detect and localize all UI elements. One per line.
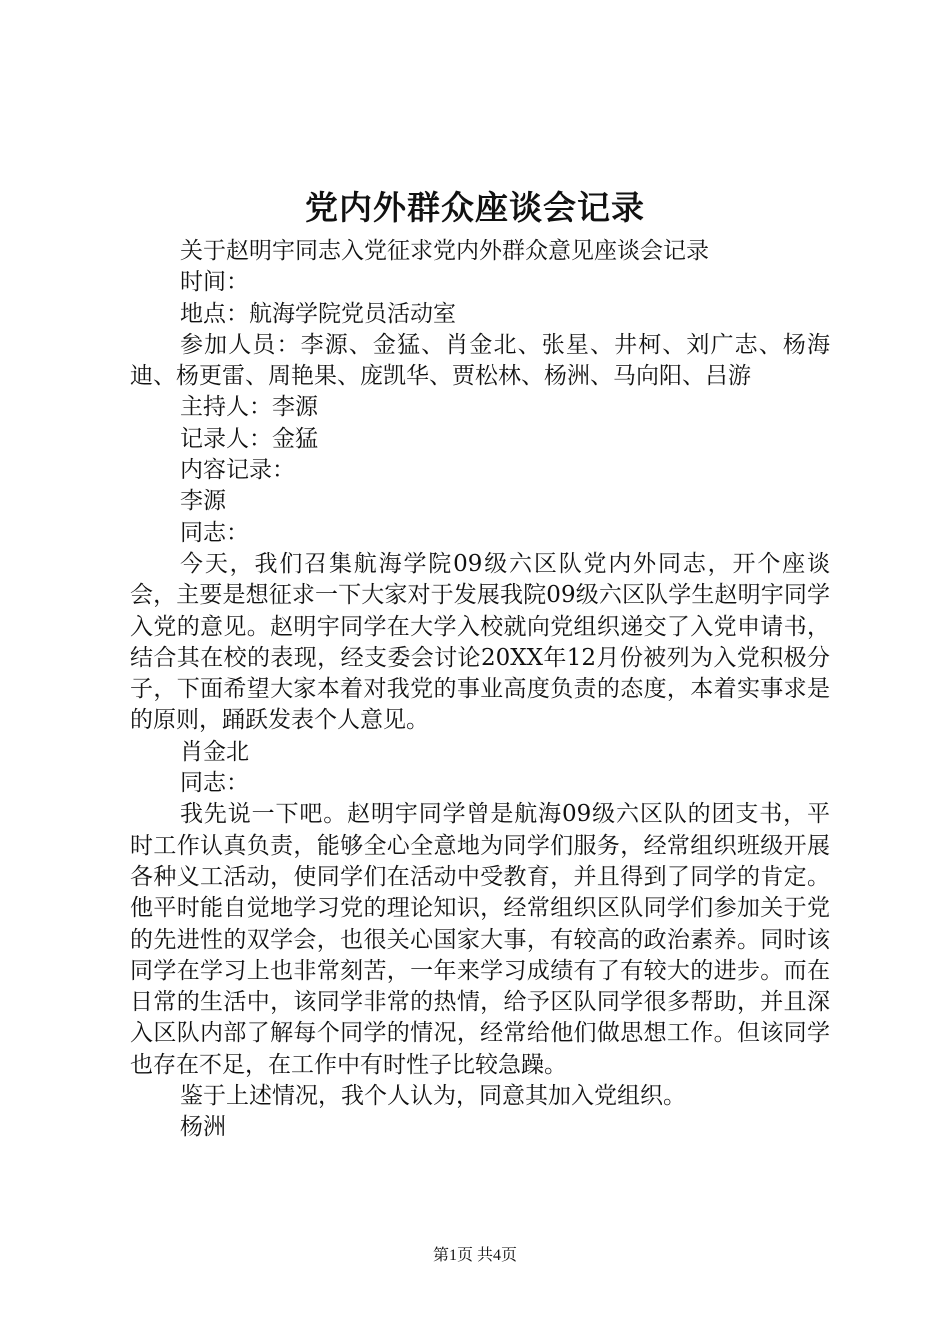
paragraph-host: 主持人：李源 <box>180 394 318 421</box>
paragraph-content-heading: 内容记录： <box>180 457 295 484</box>
document-body <box>130 236 830 1144</box>
page-number-footer: 第1页 共4页 <box>432 1247 517 1264</box>
speaker-name: 李源 <box>180 488 226 515</box>
speaker-name: 肖金北 <box>180 738 249 765</box>
speaker-salutation: 同志： <box>180 770 249 797</box>
paragraph-location: 地点：航海学院党员活动室 <box>180 300 456 327</box>
speech-paragraph: 今天，我们召集航海学院09级六区队党内外同志，开个座谈会，主要是想征求一下大家对于发展我院09级六区队学生赵明宇同学入党的意见。赵明宇同学在大学入校就向党组织递交了入党申请书，结合其在校的表现，经支委会讨论20XX年12月份被列为入党积极分子，下面希望大家本着对我党的事业高度负责的态度，本着实事求是的原则，踊跃发表个人意见。 <box>130 550 830 734</box>
paragraph-time: 时间： <box>180 269 249 296</box>
paragraph-attendees: 参加人员：李源、金猛、肖金北、张星、井柯、刘广志、杨海迪、杨更雷、周艳果、庞凯华、贾松林、杨洲、马向阳、吕游 <box>130 331 830 390</box>
speaker-name: 杨洲 <box>180 1114 226 1141</box>
document-title: 党内外群众座谈会记录 <box>305 188 645 227</box>
speech-paragraph: 鉴于上述情况，我个人认为，同意其加入党组织。 <box>180 1083 686 1110</box>
paragraph-subject: 关于赵明宇同志入党征求党内外群众意见座谈会记录 <box>180 238 709 264</box>
speaker-salutation: 同志： <box>180 519 249 546</box>
paragraph-recorder: 记录人：金猛 <box>180 425 318 452</box>
speech-paragraph: 我先说一下吧。赵明宇同学曾是航海09级六区队的团支书，平时工作认真负责，能够全心全意地为同学们服务，经常组织班级开展各种义工活动，使同学们在活动中受教育，并且得到了同学的肯定。他平时能自觉地学习党的理论知识，经常组织区队同学们参加关于党的先进性的双学会，也很关心国家大事，有较高的政治素养。同时该同学在学习上也非常刻苦，一年来学习成绩有了有较大的进步。而在日常的生活中，该同学非常的热情，给予区队同学很多帮助，并且深入区队内部了解每个同学的情况，经常给他们做思想工作。但该同学也存在不足，在工作中有时性子比较急躁。 <box>130 801 830 1078</box>
